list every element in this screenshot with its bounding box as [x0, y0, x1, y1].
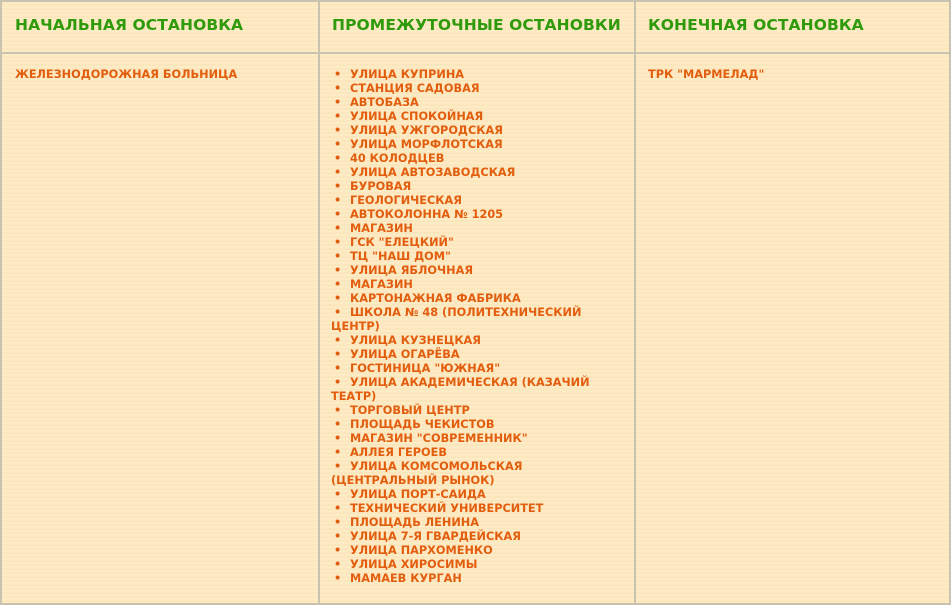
intermediate-stop-label: ТОРГОВЫЙ ЦЕНТР: [350, 404, 470, 417]
intermediate-stop-label: УЛИЦА ХИРОСИМЫ: [350, 558, 478, 571]
intermediate-stop-label: КАРТОНАЖНАЯ ФАБРИКА: [350, 292, 521, 305]
intermediate-stop-item: [331, 362, 623, 376]
intermediate-stop-label: АЛЛЕЯ ГЕРОЕВ: [350, 446, 447, 459]
intermediate-stop-item: [331, 306, 623, 334]
intermediate-stop-item: [331, 166, 623, 180]
intermediate-stop-label: ШКОЛА № 48 (ПОЛИТЕХНИЧЕСКИЙ ЦЕНТР): [331, 306, 582, 333]
bullet-icon: •: [334, 460, 342, 473]
intermediate-stop-label: УЛИЦА СПОКОЙНАЯ: [350, 110, 484, 123]
intermediate-stop-label: УЛИЦА КУПРИНА: [350, 68, 465, 81]
bullet-icon: •: [334, 222, 342, 235]
intermediate-stop-label: УЛИЦА АВТОЗАВОДСКАЯ: [350, 166, 516, 179]
intermediate-stop-item: [331, 348, 623, 362]
bullet-icon: •: [334, 138, 342, 151]
column-divider: [318, 2, 320, 603]
intermediate-stop-label: УЛИЦА ПОРТ-САИДА: [350, 488, 486, 501]
intermediate-stop-label: УЛИЦА 7-Я ГВАРДЕЙСКАЯ: [350, 530, 521, 543]
intermediate-stop-label: УЛИЦА ОГАРЁВА: [350, 348, 460, 361]
end-stop-cell: ТРК "МАРМЕЛАД": [648, 68, 765, 81]
bullet-icon: •: [334, 334, 342, 347]
bullet-icon: •: [334, 404, 342, 417]
intermediate-stop-label: ТЕХНИЧЕСКИЙ УНИВЕРСИТЕТ: [350, 502, 544, 515]
intermediate-stop-label: УЛИЦА МОРФЛОТСКАЯ: [350, 138, 503, 151]
intermediate-stop-label: ГСК "ЕЛЕЦКИЙ": [350, 236, 454, 249]
bullet-icon: •: [334, 432, 342, 445]
intermediate-stop-item: [331, 124, 623, 138]
intermediate-stop-label: УЛИЦА ПАРХОМЕНКО: [350, 544, 493, 557]
intermediate-stop-item: [331, 558, 623, 572]
bullet-icon: •: [334, 306, 342, 319]
intermediate-stop-item: [331, 376, 623, 404]
intermediate-stop-item: [331, 334, 623, 348]
intermediate-stop-item: [331, 432, 623, 446]
intermediate-stop-item: [331, 530, 623, 544]
intermediate-stop-item: [331, 404, 623, 418]
intermediate-stop-item: [331, 572, 623, 586]
intermediate-stop-item: [331, 194, 623, 208]
intermediate-stop-label: АВТОБАЗА: [350, 96, 419, 109]
bullet-icon: •: [334, 152, 342, 165]
bullet-icon: •: [334, 250, 342, 263]
bullet-icon: •: [334, 558, 342, 571]
intermediate-stop-label: ГОСТИНИЦА "ЮЖНАЯ": [350, 362, 501, 375]
intermediate-stop-label: УЛИЦА ЯБЛОЧНАЯ: [350, 264, 474, 277]
intermediate-stop-item: [331, 82, 623, 96]
bullet-icon: •: [334, 264, 342, 277]
intermediate-stop-item: [331, 110, 623, 124]
bullet-icon: •: [334, 292, 342, 305]
bullet-icon: •: [334, 348, 342, 361]
bullet-icon: •: [334, 278, 342, 291]
intermediate-stop-item: [331, 152, 623, 166]
intermediate-stop-item: [331, 488, 623, 502]
header-start-stop: НАЧАЛЬНАЯ ОСТАНОВКА: [15, 16, 244, 34]
intermediate-stops-list: [331, 68, 623, 586]
intermediate-stop-label: МАГАЗИН: [350, 222, 413, 235]
intermediate-stop-item: [331, 418, 623, 432]
intermediate-stop-item: [331, 502, 623, 516]
intermediate-stop-item: [331, 96, 623, 110]
bullet-icon: •: [334, 516, 342, 529]
bullet-icon: •: [334, 418, 342, 431]
intermediate-stop-item: [331, 222, 623, 236]
header-intermediate-stops: ПРОМЕЖУТОЧНЫЕ ОСТАНОВКИ: [332, 16, 621, 34]
bullet-icon: •: [334, 544, 342, 557]
intermediate-stop-label: МАГАЗИН "СОВРЕМЕННИК": [350, 432, 528, 445]
bullet-icon: •: [334, 446, 342, 459]
bullet-icon: •: [334, 488, 342, 501]
intermediate-stop-item: [331, 446, 623, 460]
bullet-icon: •: [334, 96, 342, 109]
bullet-icon: •: [334, 124, 342, 137]
bullet-icon: •: [334, 208, 342, 221]
intermediate-stop-label: МАМАЕВ КУРГАН: [350, 572, 462, 585]
bullet-icon: •: [334, 194, 342, 207]
intermediate-stop-label: УЛИЦА КОМСОМОЛЬСКАЯ (ЦЕНТРАЛЬНЫЙ РЫНОК): [331, 460, 523, 487]
column-divider: [634, 2, 636, 603]
intermediate-stop-item: [331, 460, 623, 488]
intermediate-stop-item: [331, 180, 623, 194]
bullet-icon: •: [334, 68, 342, 81]
intermediate-stop-item: [331, 208, 623, 222]
intermediate-stop-item: [331, 236, 623, 250]
intermediate-stop-label: БУРОВАЯ: [350, 180, 412, 193]
bullet-icon: •: [334, 362, 342, 375]
bullet-icon: •: [334, 502, 342, 515]
intermediate-stop-label: СТАНЦИЯ САДОВАЯ: [350, 82, 480, 95]
intermediate-stop-label: 40 КОЛОДЦЕВ: [350, 152, 445, 165]
intermediate-stop-item: [331, 264, 623, 278]
header-end-stop: КОНЕЧНАЯ ОСТАНОВКА: [648, 16, 864, 34]
intermediate-stop-label: УЛИЦА УЖГОРОДСКАЯ: [350, 124, 503, 137]
intermediate-stop-label: УЛИЦА КУЗНЕЦКАЯ: [350, 334, 482, 347]
intermediate-stop-item: [331, 68, 623, 82]
bullet-icon: •: [334, 376, 342, 389]
bullet-icon: •: [334, 236, 342, 249]
intermediate-stop-item: [331, 138, 623, 152]
bullet-icon: •: [334, 110, 342, 123]
bullet-icon: •: [334, 166, 342, 179]
bullet-icon: •: [334, 572, 342, 585]
intermediate-stop-item: [331, 516, 623, 530]
intermediate-stop-item: [331, 250, 623, 264]
bullet-icon: •: [334, 180, 342, 193]
intermediate-stop-label: ПЛОЩАДЬ ЛЕНИНА: [350, 516, 479, 529]
bullet-icon: •: [334, 82, 342, 95]
intermediate-stop-label: УЛИЦА АКАДЕМИЧЕСКАЯ (КАЗАЧИЙ ТЕАТР): [331, 376, 590, 403]
intermediate-stop-item: [331, 278, 623, 292]
intermediate-stop-label: АВТОКОЛОННА № 1205: [350, 208, 504, 221]
intermediate-stop-label: МАГАЗИН: [350, 278, 413, 291]
start-stop-cell: ЖЕЛЕЗНОДОРОЖНАЯ БОЛЬНИЦА: [15, 68, 238, 81]
intermediate-stop-label: ТЦ "НАШ ДОМ": [350, 250, 451, 263]
intermediate-stop-item: [331, 292, 623, 306]
bullet-icon: •: [334, 530, 342, 543]
intermediate-stop-item: [331, 544, 623, 558]
intermediate-stop-label: ПЛОЩАДЬ ЧЕКИСТОВ: [350, 418, 495, 431]
intermediate-stop-label: ГЕОЛОГИЧЕСКАЯ: [350, 194, 462, 207]
